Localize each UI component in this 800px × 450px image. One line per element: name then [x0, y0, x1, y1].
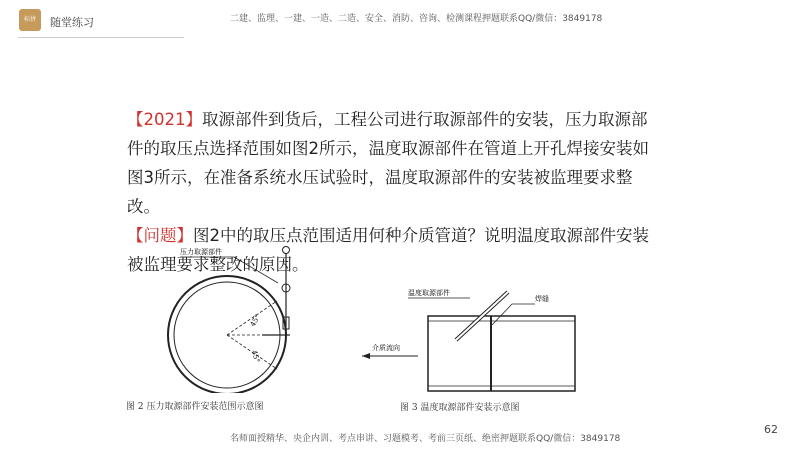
page-number: 62 [764, 423, 778, 436]
flow-label: 介质流向 [372, 344, 400, 352]
figure-3-diagram [360, 270, 590, 395]
ask-text: 图2中的取压点范围适用何种介质管道？说明温度取源部件安装被监理要求整改的原因。 [127, 226, 649, 274]
angle-upper: 45° [248, 313, 262, 328]
bottom-banner: 名师面授精华、央企内训、考点串讲、习题模考、考前三页纸、绝密押题联系QQ/微信：3849178 [230, 434, 621, 444]
top-banner: 二建、监理、一建、一造、二造、安全、消防、咨询、检测课程押题联系QQ/微信：3849178 [230, 14, 603, 24]
header-divider [18, 37, 184, 38]
figure-2-diagram [150, 243, 310, 393]
angle-lower: 45° [250, 349, 262, 364]
question-text: 取源部件到货后，工程公司进行取源部件的安装，压力取源部件的取压点选择范围如图2所示，温度取源部件在管道上开孔焊接安装如图3所示，在准备系统水压试验时，温度取源部件的安装被监理要求整改。 [127, 110, 649, 216]
figure-2-caption: 图 2 压力取源部件安装范围示意图 [126, 402, 264, 412]
figure-3-part-label: 温度取源部件 [408, 289, 450, 297]
year-tag: 【2021】 [127, 110, 202, 129]
section-label: 随堂练习 [50, 16, 94, 29]
figure-3-caption: 图 3 温度取源部件安装示意图 [400, 403, 520, 413]
question-tag: 【问题】 [127, 226, 193, 245]
question-paragraph [96, 105, 656, 221]
logo: 标拼 [19, 9, 41, 31]
weld-label: 焊缝 [535, 295, 549, 303]
figure-2-part-label: 压力取源部件 [180, 248, 222, 256]
